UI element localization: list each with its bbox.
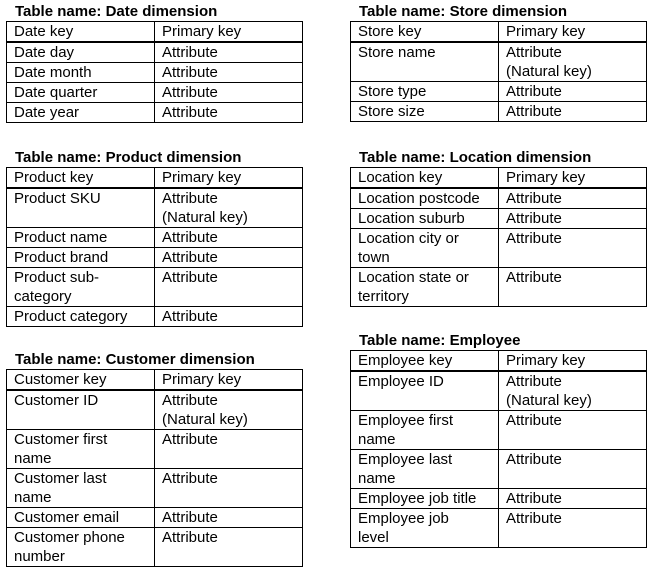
table-row	[7, 63, 303, 83]
key-type-cell: Primary key	[499, 168, 647, 189]
key-type-cell: Attribute	[499, 411, 647, 450]
field-name-cell: Date day	[7, 42, 155, 63]
field-name-cell: Location postcode	[351, 188, 499, 209]
table-header-row	[351, 22, 647, 43]
table-row	[7, 248, 303, 268]
table-title: Table name: Location dimension	[359, 149, 592, 166]
field-name-cell: Employee last name	[351, 450, 499, 489]
key-type-cell: Primary key	[499, 22, 647, 43]
key-type-cell: Attribute	[155, 103, 303, 123]
table-row	[351, 209, 647, 229]
field-name-cell: Customer ID	[7, 390, 155, 430]
table-row	[351, 268, 647, 307]
key-type-cell: Attribute	[155, 528, 303, 567]
field-name-cell: Employee first name	[351, 411, 499, 450]
key-type-cell: Attribute	[499, 102, 647, 122]
store-dimension-table	[350, 21, 647, 122]
field-name-cell: Customer email	[7, 508, 155, 528]
customer-dimension-table	[6, 369, 303, 567]
table-title: Table name: Store dimension	[359, 3, 568, 20]
field-name-cell: Location city or town	[351, 229, 499, 268]
table-row	[7, 42, 303, 63]
table-row	[351, 82, 647, 102]
field-name-cell: Employee key	[351, 351, 499, 372]
field-name-cell: Product category	[7, 307, 155, 327]
key-type-cell: Attribute (Natural key)	[155, 390, 303, 430]
table-row	[7, 508, 303, 528]
table-row	[7, 268, 303, 307]
table-row	[7, 469, 303, 508]
field-name-cell: Date quarter	[7, 83, 155, 103]
field-name-cell: Date key	[7, 22, 155, 43]
table-row	[7, 430, 303, 469]
table-row	[351, 102, 647, 122]
table-row	[351, 371, 647, 411]
field-name-cell: Customer phone number	[7, 528, 155, 567]
key-type-cell: Attribute	[499, 268, 647, 307]
employee-block	[350, 332, 647, 548]
key-type-cell: Attribute	[155, 508, 303, 528]
key-type-cell: Attribute (Natural key)	[155, 188, 303, 228]
key-type-cell: Attribute	[155, 430, 303, 469]
table-row	[7, 83, 303, 103]
field-name-cell: Location key	[351, 168, 499, 189]
key-type-cell: Primary key	[499, 351, 647, 372]
field-name-cell: Employee job title	[351, 489, 499, 509]
employee-table	[350, 350, 647, 548]
table-row	[351, 42, 647, 82]
field-name-cell: Store key	[351, 22, 499, 43]
key-type-cell: Attribute	[155, 83, 303, 103]
table-row	[7, 103, 303, 123]
key-type-cell: Attribute	[155, 469, 303, 508]
key-type-cell: Attribute (Natural key)	[499, 42, 647, 82]
field-name-cell: Location suburb	[351, 209, 499, 229]
table-row	[7, 528, 303, 567]
field-name-cell: Product SKU	[7, 188, 155, 228]
field-name-cell: Date month	[7, 63, 155, 83]
table-row	[7, 307, 303, 327]
product-dimension-block	[6, 149, 303, 327]
key-type-cell: Attribute	[499, 450, 647, 489]
key-type-cell: Primary key	[155, 168, 303, 189]
field-name-cell: Store size	[351, 102, 499, 122]
table-row	[7, 390, 303, 430]
field-name-cell: Product name	[7, 228, 155, 248]
key-type-cell: Primary key	[155, 370, 303, 391]
key-type-cell: Attribute	[499, 509, 647, 548]
key-type-cell: Attribute (Natural key)	[499, 371, 647, 411]
key-type-cell: Attribute	[155, 248, 303, 268]
table-row	[351, 450, 647, 489]
table-row	[351, 188, 647, 209]
location-dimension-table	[350, 167, 647, 307]
table-title: Table name: Product dimension	[15, 149, 242, 166]
table-row	[351, 411, 647, 450]
key-type-cell: Attribute	[499, 489, 647, 509]
field-name-cell: Store name	[351, 42, 499, 82]
key-type-cell: Attribute	[155, 42, 303, 63]
table-row	[351, 489, 647, 509]
customer-dimension-block	[6, 351, 303, 567]
key-type-cell: Attribute	[499, 209, 647, 229]
table-header-row	[7, 370, 303, 391]
field-name-cell: Employee job level	[351, 509, 499, 548]
location-dimension-block	[350, 149, 647, 307]
key-type-cell: Primary key	[155, 22, 303, 43]
date-dimension-table	[6, 21, 303, 123]
field-name-cell: Customer key	[7, 370, 155, 391]
table-row	[351, 229, 647, 268]
table-row	[7, 188, 303, 228]
store-dimension-block	[350, 3, 647, 122]
table-header-row	[7, 22, 303, 43]
field-name-cell: Employee ID	[351, 371, 499, 411]
key-type-cell: Attribute	[499, 82, 647, 102]
key-type-cell: Attribute	[155, 228, 303, 248]
field-name-cell: Customer last name	[7, 469, 155, 508]
field-name-cell: Date year	[7, 103, 155, 123]
key-type-cell: Attribute	[155, 268, 303, 307]
date-dimension-block	[6, 3, 303, 123]
table-row	[351, 509, 647, 548]
key-type-cell: Attribute	[499, 229, 647, 268]
key-type-cell: Attribute	[499, 188, 647, 209]
field-name-cell: Product key	[7, 168, 155, 189]
field-name-cell: Customer first name	[7, 430, 155, 469]
table-title: Table name: Customer dimension	[15, 351, 255, 368]
table-row	[7, 228, 303, 248]
table-title: Table name: Date dimension	[15, 3, 218, 20]
table-header-row	[7, 168, 303, 189]
table-title: Table name: Employee	[359, 332, 521, 349]
field-name-cell: Product brand	[7, 248, 155, 268]
key-type-cell: Attribute	[155, 63, 303, 83]
field-name-cell: Product sub- category	[7, 268, 155, 307]
table-header-row	[351, 168, 647, 189]
key-type-cell: Attribute	[155, 307, 303, 327]
table-header-row	[351, 351, 647, 372]
field-name-cell: Store type	[351, 82, 499, 102]
field-name-cell: Location state or territory	[351, 268, 499, 307]
product-dimension-table	[6, 167, 303, 327]
